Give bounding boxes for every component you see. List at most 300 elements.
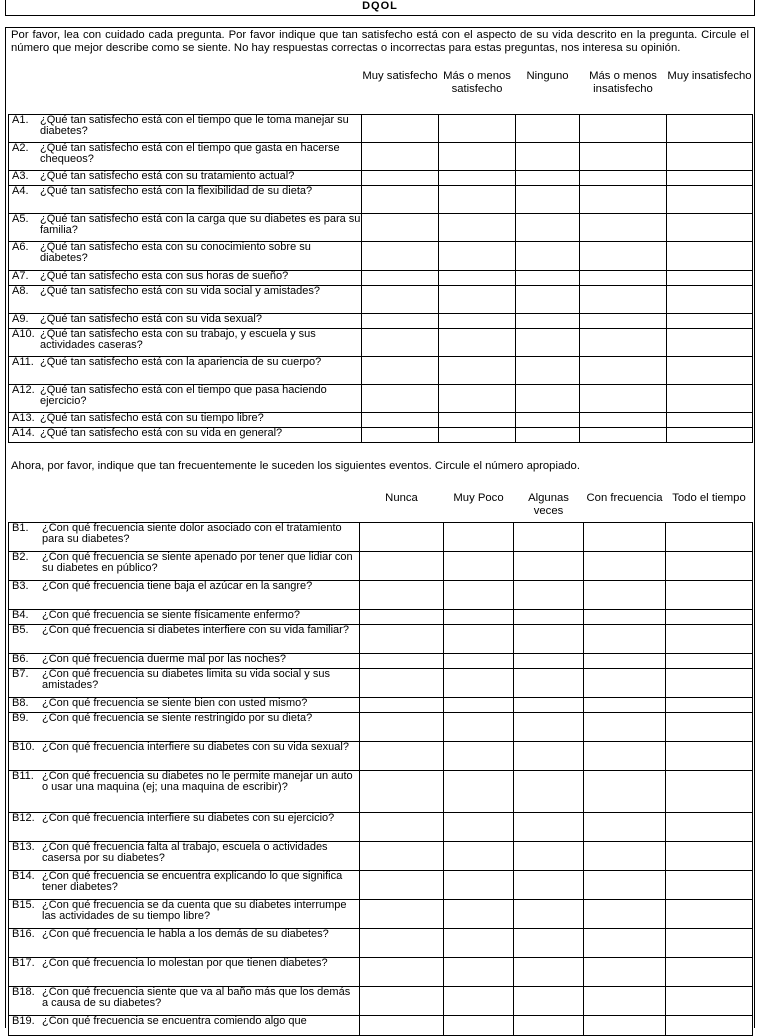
question-text: ¿Qué tan satisfecho está con su tiempo libre? xyxy=(40,411,264,424)
header-muy-poco: Muy Poco xyxy=(444,490,514,522)
answer-cell[interactable] xyxy=(580,384,667,412)
answer-cell[interactable] xyxy=(516,427,580,442)
answer-cell[interactable] xyxy=(666,653,753,668)
question-cell xyxy=(9,170,362,185)
answer-cell[interactable] xyxy=(667,142,753,170)
answer-cell[interactable] xyxy=(666,609,753,624)
answer-cell[interactable] xyxy=(514,712,584,741)
answer-cell[interactable] xyxy=(514,522,584,551)
answer-cell[interactable] xyxy=(444,1015,514,1035)
question-number: B3. xyxy=(12,579,29,592)
answer-cell[interactable] xyxy=(584,957,666,986)
question-number: B7. xyxy=(12,667,29,680)
answer-cell[interactable] xyxy=(362,356,439,384)
question-cell xyxy=(9,427,362,442)
answer-cell[interactable] xyxy=(666,580,753,609)
question-text: ¿Qué tan satisfecho está con su vida social y amistades? xyxy=(40,284,321,297)
answer-cell[interactable] xyxy=(444,697,514,712)
question-row xyxy=(9,580,753,609)
answer-cell[interactable] xyxy=(444,928,514,957)
header-con-frecuencia: Con frecuencia xyxy=(584,490,666,522)
answer-cell[interactable] xyxy=(444,551,514,580)
answer-cell[interactable] xyxy=(360,712,444,741)
questionnaire-frame xyxy=(5,27,755,1028)
question-row xyxy=(9,213,753,241)
answer-cell[interactable] xyxy=(584,551,666,580)
answer-cell[interactable] xyxy=(584,899,666,928)
answer-cell[interactable] xyxy=(514,870,584,899)
answer-cell[interactable] xyxy=(444,741,514,770)
question-text: ¿Qué tan satisfecho esta con su trabajo, y escuela y sus actividades caseras? xyxy=(40,327,316,351)
answer-cell[interactable] xyxy=(516,213,580,241)
answer-cell[interactable] xyxy=(580,412,667,427)
question-text: ¿Con qué frecuencia siente que va al baño más que los demás a causa de su diabetes? xyxy=(42,985,351,1009)
answer-cell[interactable] xyxy=(360,899,444,928)
question-row xyxy=(9,928,753,957)
answer-cell[interactable] xyxy=(666,1015,753,1035)
question-row xyxy=(9,412,753,427)
answer-cell[interactable] xyxy=(439,412,516,427)
answer-cell[interactable] xyxy=(516,142,580,170)
answer-cell[interactable] xyxy=(439,114,516,142)
answer-cell[interactable] xyxy=(666,624,753,653)
question-text: ¿Qué tan satisfecho está con su tratamiento actual? xyxy=(40,169,295,182)
answer-cell[interactable] xyxy=(666,899,753,928)
answer-cell[interactable] xyxy=(584,986,666,1015)
answer-cell[interactable] xyxy=(666,522,753,551)
question-text: ¿Qué tan satisfecho esta con su conocimiento sobre su diabetes? xyxy=(40,240,311,264)
answer-cell[interactable] xyxy=(666,770,753,812)
answer-cell[interactable] xyxy=(667,285,753,313)
answer-cell[interactable] xyxy=(667,270,753,285)
answer-cell[interactable] xyxy=(666,741,753,770)
question-row xyxy=(9,551,753,580)
answer-cell[interactable] xyxy=(516,285,580,313)
question-cell xyxy=(9,522,360,551)
answer-cell[interactable] xyxy=(580,356,667,384)
answer-cell[interactable] xyxy=(584,812,666,841)
answer-cell[interactable] xyxy=(362,213,439,241)
question-number: A7. xyxy=(12,269,29,282)
question-text: ¿Con qué frecuencia se siente bien con usted mismo? xyxy=(42,696,308,709)
question-text: ¿Qué tan satisfecho esta con sus horas de sueño? xyxy=(40,269,289,282)
answer-cell[interactable] xyxy=(514,899,584,928)
question-text: ¿Con qué frecuencia siente dolor asociado con el tratamiento para su diabetes? xyxy=(42,521,342,545)
question-row xyxy=(9,114,753,142)
answer-cell[interactable] xyxy=(667,328,753,356)
answer-cell[interactable] xyxy=(666,841,753,870)
header-todo-el-tiempo: Todo el tiempo xyxy=(666,490,753,522)
answer-cell[interactable] xyxy=(516,270,580,285)
question-row xyxy=(9,384,753,412)
question-number: A8. xyxy=(12,284,29,297)
question-number: B9. xyxy=(12,711,29,724)
answer-cell[interactable] xyxy=(580,313,667,328)
question-cell xyxy=(9,770,360,812)
question-text: ¿Qué tan satisfecho está con su vida en general? xyxy=(40,426,283,439)
answer-cell[interactable] xyxy=(362,285,439,313)
question-text: ¿Con qué frecuencia tiene baja el azúcar en la sangre? xyxy=(42,579,313,592)
question-cell xyxy=(9,142,362,170)
answer-cell[interactable] xyxy=(444,653,514,668)
answer-cell[interactable] xyxy=(514,609,584,624)
answer-cell[interactable] xyxy=(360,928,444,957)
answer-cell[interactable] xyxy=(360,770,444,812)
header-mas-o-menos-insatisfecho: Más o menos insatisfecho xyxy=(580,68,667,114)
answer-cell[interactable] xyxy=(439,142,516,170)
question-number: B10. xyxy=(12,740,35,753)
question-number: A1. xyxy=(12,113,29,126)
question-text: ¿Con qué frecuencia su diabetes no le permite manejar un auto o usar una maquina (ej; una maquina de escribir)? xyxy=(42,769,353,793)
answer-cell[interactable] xyxy=(580,170,667,185)
answer-cell[interactable] xyxy=(584,1015,666,1035)
answer-cell[interactable] xyxy=(584,841,666,870)
answer-cell[interactable] xyxy=(360,1015,444,1035)
answer-cell[interactable] xyxy=(516,241,580,270)
question-number: B2. xyxy=(12,550,29,563)
answer-cell[interactable] xyxy=(584,741,666,770)
question-cell xyxy=(9,841,360,870)
answer-cell[interactable] xyxy=(666,870,753,899)
answer-cell[interactable] xyxy=(580,114,667,142)
answer-cell[interactable] xyxy=(516,412,580,427)
answer-cell[interactable] xyxy=(439,384,516,412)
answer-cell[interactable] xyxy=(584,712,666,741)
question-text: ¿Con qué frecuencia su diabetes limita su vida social y sus amistades? xyxy=(42,667,330,691)
question-number: B12. xyxy=(12,811,35,824)
question-row xyxy=(9,986,753,1015)
question-text: ¿Con qué frecuencia falta al trabajo, escuela o actividades casersa por su diabetes? xyxy=(42,840,328,864)
question-number: A5. xyxy=(12,212,29,225)
question-row xyxy=(9,712,753,741)
question-cell xyxy=(9,356,362,384)
answer-cell[interactable] xyxy=(362,427,439,442)
answer-cell[interactable] xyxy=(362,142,439,170)
question-text: ¿Qué tan satisfecho está con el tiempo que pasa haciendo ejercicio? xyxy=(40,383,327,407)
question-cell xyxy=(9,986,360,1015)
question-row xyxy=(9,770,753,812)
question-text: ¿Con qué frecuencia se encuentra explicando lo que significa tener diabetes? xyxy=(42,869,343,893)
answer-cell[interactable] xyxy=(514,957,584,986)
answer-cell[interactable] xyxy=(584,697,666,712)
answer-cell[interactable] xyxy=(666,712,753,741)
answer-cell[interactable] xyxy=(667,213,753,241)
question-number: A4. xyxy=(12,184,29,197)
answer-cell[interactable] xyxy=(360,580,444,609)
answer-cell[interactable] xyxy=(580,285,667,313)
question-number: A10. xyxy=(12,327,35,340)
answer-cell[interactable] xyxy=(444,624,514,653)
question-number: B11. xyxy=(12,769,34,782)
question-text: ¿Con qué frecuencia se encuentra comiendo algo que xyxy=(42,1014,307,1027)
question-number: A2. xyxy=(12,141,29,154)
answer-cell[interactable] xyxy=(360,653,444,668)
answer-cell[interactable] xyxy=(444,770,514,812)
question-number: B19. xyxy=(12,1014,35,1027)
answer-cell[interactable] xyxy=(667,384,753,412)
answer-cell[interactable] xyxy=(514,653,584,668)
header-muy-insatisfecho: Muy insatisfecho xyxy=(667,68,753,114)
question-row xyxy=(9,841,753,870)
question-row xyxy=(9,624,753,653)
question-number: B5. xyxy=(12,623,29,636)
question-row xyxy=(9,270,753,285)
answer-cell[interactable] xyxy=(584,609,666,624)
question-number: B13. xyxy=(12,840,35,853)
answer-cell[interactable] xyxy=(444,812,514,841)
question-cell xyxy=(9,870,360,899)
header-muy-satisfecho: Muy satisfecho xyxy=(362,68,439,114)
answer-cell[interactable] xyxy=(516,313,580,328)
question-number: A14. xyxy=(12,426,35,439)
answer-cell[interactable] xyxy=(667,356,753,384)
question-number: B6. xyxy=(12,652,29,665)
answer-cell[interactable] xyxy=(584,522,666,551)
answer-cell[interactable] xyxy=(666,551,753,580)
answer-cell[interactable] xyxy=(444,609,514,624)
question-cell xyxy=(9,899,360,928)
answer-cell[interactable] xyxy=(667,427,753,442)
question-cell xyxy=(9,1015,360,1035)
question-text: ¿Qué tan satisfecho está con el tiempo que le toma manejar su diabetes? xyxy=(40,113,349,137)
satisfaction-table xyxy=(8,68,753,443)
question-text: ¿Qué tan satisfecho está con la apariencia de su cuerpo? xyxy=(40,355,322,368)
question-row xyxy=(9,313,753,328)
question-number: B4. xyxy=(12,608,29,621)
answer-cell[interactable] xyxy=(439,313,516,328)
question-column-header xyxy=(9,490,360,522)
question-text: ¿Con qué frecuencia lo molestan por que tienen diabetes? xyxy=(42,956,328,969)
answer-cell[interactable] xyxy=(667,241,753,270)
answer-cell[interactable] xyxy=(514,551,584,580)
question-row xyxy=(9,870,753,899)
answer-cell[interactable] xyxy=(444,712,514,741)
form-title: DQOL xyxy=(5,0,755,16)
question-cell xyxy=(9,928,360,957)
question-cell xyxy=(9,185,362,213)
answer-cell[interactable] xyxy=(362,328,439,356)
question-row xyxy=(9,241,753,270)
question-text: ¿Con qué frecuencia interfiere su diabetes con su vida sexual? xyxy=(42,740,349,753)
question-number: B14. xyxy=(12,869,35,882)
question-text: ¿Con qué frecuencia se da cuenta que su diabetes interrumpe las actividades de su tiempo libre? xyxy=(42,898,347,922)
answer-cell[interactable] xyxy=(360,697,444,712)
answer-cell[interactable] xyxy=(360,609,444,624)
question-number: A12. xyxy=(12,383,35,396)
question-number: B17. xyxy=(12,956,35,969)
question-cell xyxy=(9,328,362,356)
answer-cell[interactable] xyxy=(362,384,439,412)
answer-cell[interactable] xyxy=(439,170,516,185)
answer-cell[interactable] xyxy=(580,213,667,241)
question-number: B16. xyxy=(12,927,35,940)
question-cell xyxy=(9,580,360,609)
header-mas-o-menos-satisfecho: Más o menos satisfecho xyxy=(439,68,516,114)
question-cell xyxy=(9,741,360,770)
question-cell xyxy=(9,712,360,741)
instructions-text: Por favor, lea con cuidado cada pregunta. Por favor indique que tan satisfecho está con el aspecto de su vida descrito en la pregunta. Circule el número que mejor describe como se siente. No hay respuestas correctas o incorrectas para estas preguntas, nos interesa su opinión. xyxy=(11,29,749,54)
answer-cell[interactable] xyxy=(580,241,667,270)
question-cell xyxy=(9,114,362,142)
answer-cell[interactable] xyxy=(362,170,439,185)
answer-cell[interactable] xyxy=(439,285,516,313)
answer-cell[interactable] xyxy=(444,986,514,1015)
answer-cell[interactable] xyxy=(584,624,666,653)
answer-cell[interactable] xyxy=(666,668,753,697)
answer-cell[interactable] xyxy=(360,741,444,770)
answer-cell[interactable] xyxy=(514,812,584,841)
answer-cell[interactable] xyxy=(667,114,753,142)
answer-cell[interactable] xyxy=(666,928,753,957)
answer-cell[interactable] xyxy=(514,580,584,609)
answer-cell[interactable] xyxy=(580,328,667,356)
question-column-header xyxy=(9,68,362,114)
answer-cell[interactable] xyxy=(362,412,439,427)
answer-cell[interactable] xyxy=(516,170,580,185)
answer-cell[interactable] xyxy=(516,384,580,412)
question-row xyxy=(9,170,753,185)
frequency-table xyxy=(8,490,753,1036)
answer-cell[interactable] xyxy=(362,114,439,142)
answer-cell[interactable] xyxy=(666,812,753,841)
answer-cell[interactable] xyxy=(666,986,753,1015)
answer-cell[interactable] xyxy=(360,624,444,653)
answer-cell[interactable] xyxy=(444,841,514,870)
answer-cell[interactable] xyxy=(584,928,666,957)
question-row xyxy=(9,812,753,841)
answer-cell[interactable] xyxy=(580,270,667,285)
question-cell xyxy=(9,241,362,270)
answer-cell[interactable] xyxy=(580,185,667,213)
question-text: ¿Qué tan satisfecho está con la flexibilidad de su dieta? xyxy=(40,184,313,197)
question-text: ¿Qué tan satisfecho está con la carga que su diabetes es para su familia? xyxy=(40,212,361,236)
question-number: B1. xyxy=(12,521,29,534)
question-row xyxy=(9,285,753,313)
question-cell xyxy=(9,412,362,427)
answer-cell[interactable] xyxy=(516,328,580,356)
answer-cell[interactable] xyxy=(580,142,667,170)
answer-cell[interactable] xyxy=(439,241,516,270)
question-text: ¿Con qué frecuencia se siente restringido por su dieta? xyxy=(42,711,313,724)
answer-cell[interactable] xyxy=(444,870,514,899)
answer-cell[interactable] xyxy=(444,899,514,928)
answer-cell[interactable] xyxy=(360,870,444,899)
answer-cell[interactable] xyxy=(514,741,584,770)
answer-cell[interactable] xyxy=(444,957,514,986)
answer-cell[interactable] xyxy=(360,957,444,986)
question-cell xyxy=(9,384,362,412)
answer-cell[interactable] xyxy=(360,522,444,551)
answer-cell[interactable] xyxy=(444,668,514,697)
question-number: A3. xyxy=(12,169,29,182)
answer-cell[interactable] xyxy=(439,270,516,285)
section-b-instructions: Ahora, por favor, indique que tan frecuentemente le suceden los siguientes eventos. Circule el número apropiado. xyxy=(11,460,580,472)
answer-cell[interactable] xyxy=(444,522,514,551)
answer-cell[interactable] xyxy=(667,412,753,427)
answer-cell[interactable] xyxy=(514,770,584,812)
answer-cell[interactable] xyxy=(439,185,516,213)
question-number: A13. xyxy=(12,411,35,424)
question-text: ¿Qué tan satisfecho está con su vida sexual? xyxy=(40,312,262,325)
question-number: A6. xyxy=(12,240,29,253)
question-number: A9. xyxy=(12,312,29,325)
answer-cell[interactable] xyxy=(360,986,444,1015)
answer-cell[interactable] xyxy=(514,986,584,1015)
answer-cell[interactable] xyxy=(362,241,439,270)
question-row xyxy=(9,899,753,928)
answer-cell[interactable] xyxy=(514,668,584,697)
answer-cell[interactable] xyxy=(514,697,584,712)
answer-cell[interactable] xyxy=(667,313,753,328)
answer-cell[interactable] xyxy=(444,580,514,609)
answer-cell[interactable] xyxy=(360,551,444,580)
answer-cell[interactable] xyxy=(360,812,444,841)
answer-cell[interactable] xyxy=(362,185,439,213)
question-text: ¿Con qué frecuencia se siente apenado por tener que lidiar con su diabetes en público? xyxy=(42,550,353,574)
question-text: ¿Con qué frecuencia interfiere su diabetes con su ejercicio? xyxy=(42,811,335,824)
answer-cell[interactable] xyxy=(362,270,439,285)
answer-cell[interactable] xyxy=(439,213,516,241)
answer-cell[interactable] xyxy=(584,870,666,899)
answer-cell[interactable] xyxy=(516,114,580,142)
question-row xyxy=(9,427,753,442)
answer-cell[interactable] xyxy=(666,697,753,712)
question-row xyxy=(9,185,753,213)
answer-cell[interactable] xyxy=(584,580,666,609)
question-cell xyxy=(9,668,360,697)
answer-cell[interactable] xyxy=(439,356,516,384)
answer-cell[interactable] xyxy=(439,427,516,442)
question-row xyxy=(9,522,753,551)
answer-cell[interactable] xyxy=(360,668,444,697)
question-cell xyxy=(9,812,360,841)
question-text: ¿Con qué frecuencia le habla a los demás de su diabetes? xyxy=(42,927,329,940)
question-row xyxy=(9,957,753,986)
answer-cell[interactable] xyxy=(667,185,753,213)
answer-cell[interactable] xyxy=(666,957,753,986)
question-cell xyxy=(9,624,360,653)
question-number: B15. xyxy=(12,898,35,911)
answer-cell[interactable] xyxy=(516,356,580,384)
answer-cell[interactable] xyxy=(514,841,584,870)
question-number: A11. xyxy=(12,355,34,368)
question-cell xyxy=(9,551,360,580)
answer-cell[interactable] xyxy=(584,668,666,697)
answer-cell[interactable] xyxy=(580,427,667,442)
answer-cell[interactable] xyxy=(516,185,580,213)
answer-cell[interactable] xyxy=(514,1015,584,1035)
question-text: ¿Con qué frecuencia si diabetes interfiere con su vida familiar? xyxy=(42,623,349,636)
question-text: ¿Con qué frecuencia duerme mal por las noches? xyxy=(42,652,286,665)
answer-cell[interactable] xyxy=(362,313,439,328)
question-cell xyxy=(9,285,362,313)
question-row xyxy=(9,653,753,668)
answer-cell[interactable] xyxy=(514,928,584,957)
answer-cell[interactable] xyxy=(584,653,666,668)
answer-cell[interactable] xyxy=(360,841,444,870)
question-cell xyxy=(9,313,362,328)
answer-cell[interactable] xyxy=(584,770,666,812)
question-cell xyxy=(9,213,362,241)
question-number: B8. xyxy=(12,696,29,709)
header-ninguno: Ninguno xyxy=(516,68,580,114)
answer-cell[interactable] xyxy=(514,624,584,653)
answer-cell[interactable] xyxy=(439,328,516,356)
question-row xyxy=(9,1015,753,1035)
question-row xyxy=(9,328,753,356)
question-cell xyxy=(9,270,362,285)
answer-cell[interactable] xyxy=(667,170,753,185)
